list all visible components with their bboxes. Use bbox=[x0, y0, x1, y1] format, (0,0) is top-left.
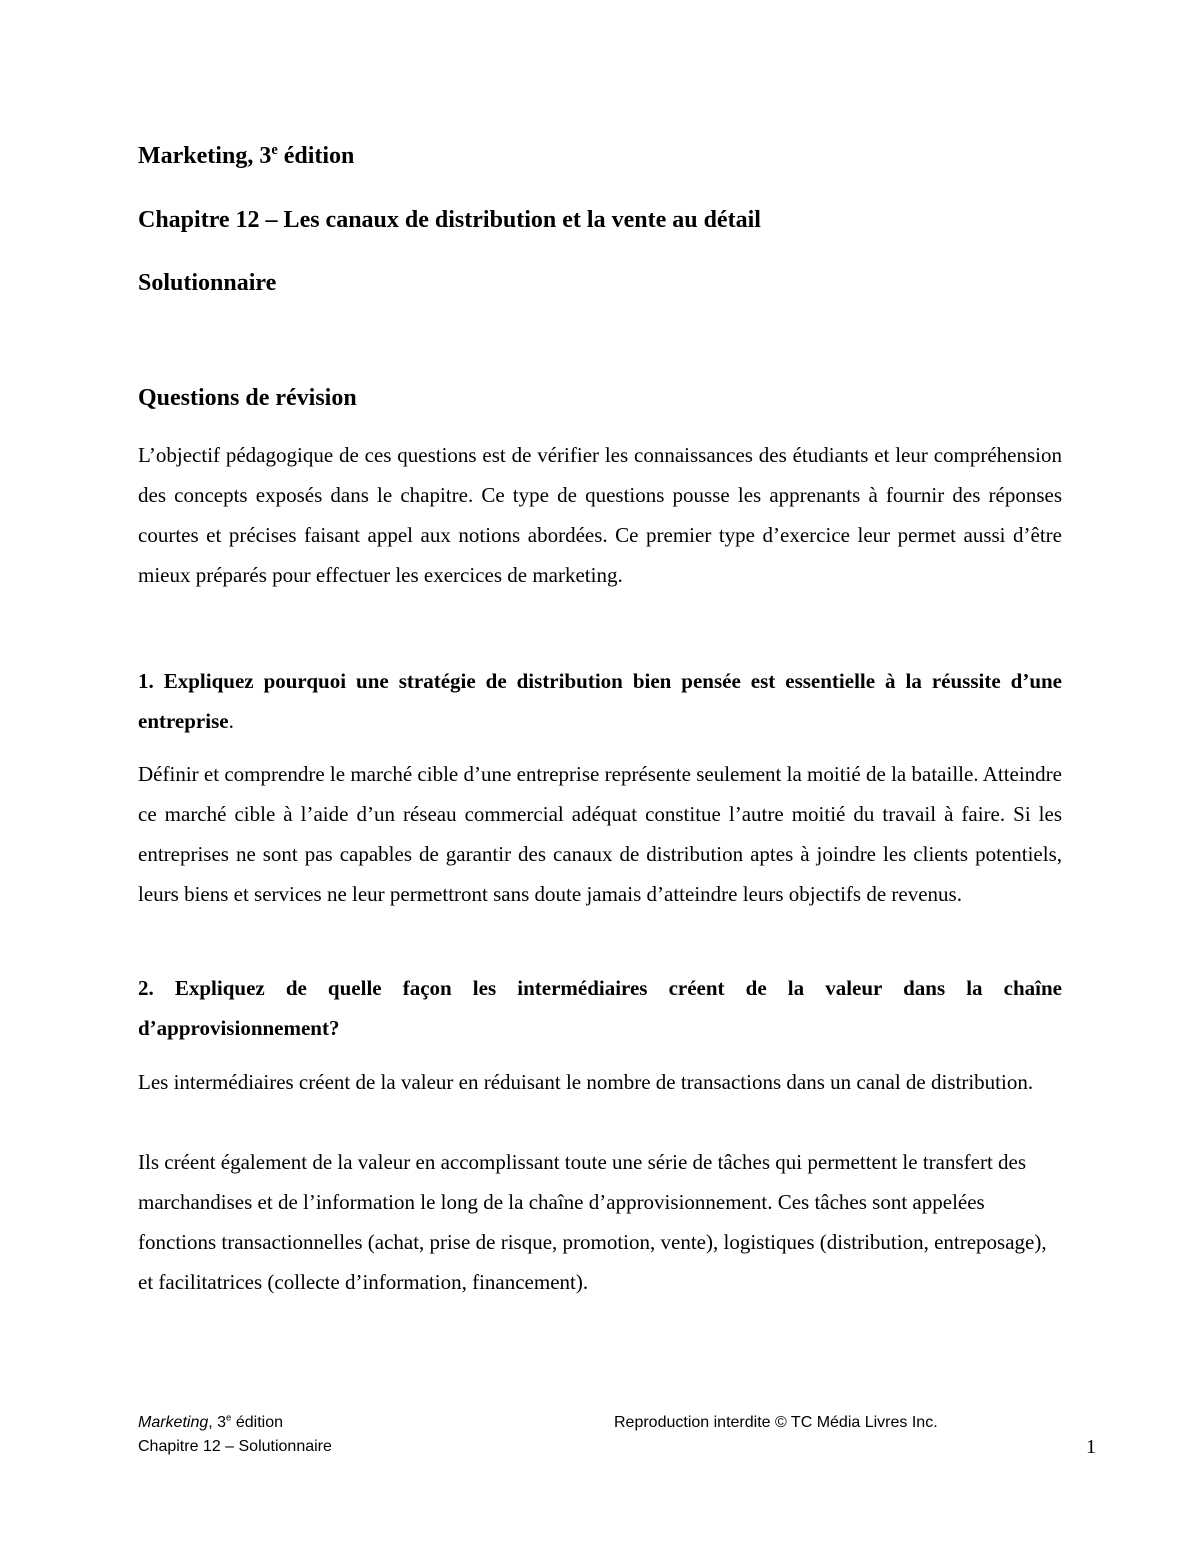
section-intro: L’objectif pédagogique de ces questions est de vérifier les connaissances des étudiants et leur compréhension des concepts exposés dans le chapitre. Ce type de questions pousse les apprenants à fournir des réponses courtes et précises faisant appel aux notions abordées. Ce premier type d’exercice leur permet aussi d’être mieux préparés pour effectuer les exercices de marketing. bbox=[138, 443, 1062, 587]
chapter-title: Chapitre 12 – Les canaux de distribution et la vente au détail bbox=[138, 207, 761, 233]
footer-left bbox=[138, 1411, 332, 1459]
document-type: Solutionnaire bbox=[138, 270, 277, 296]
footer-copyright: Reproduction interdite © TC Média Livres Inc. bbox=[614, 1414, 938, 1431]
question-1-text: 1. Expliquez pourquoi une stratégie de distribution bien pensée est essentielle à la réussite d’une entreprise bbox=[138, 669, 1062, 733]
footer-book-title-suffix: édition bbox=[231, 1414, 283, 1431]
footer-book-title-superscript: e bbox=[226, 1412, 232, 1424]
book-title bbox=[138, 141, 1062, 171]
answer-1: Définir et comprendre le marché cible d’une entreprise représente seulement la moitié de la bataille. Atteindre ce marché cible à l’aide d’un réseau commercial adéquat constitue l’autre moitié du travail à faire. Si les entreprises ne sont pas capables de garantir des canaux de distribution aptes à joindre les clients potentiels, leurs biens et services ne leur permettront sans doute jamais d’atteindre leurs objectifs de revenus. bbox=[138, 762, 1062, 906]
section-title: Questions de révision bbox=[138, 385, 357, 411]
book-title-superscript: e bbox=[271, 142, 278, 158]
question-1-end: . bbox=[228, 709, 234, 733]
question-1 bbox=[138, 661, 1062, 741]
answer-2-paragraph-2: Ils créent également de la valeur en accomplissant toute une série de tâches qui permettent le transfert des marchandises et de l’information le long de la chaîne d’approvisionnement. Ces tâches sont appelées fonctions transactionnelles (achat, prise de risque, promotion, vente), logistiques (distribution, entreposage), et facilitatrices (collecte d’information, financement). bbox=[138, 1150, 1047, 1294]
book-title-suffix: édition bbox=[277, 143, 355, 169]
question-2: 2. Expliquez de quelle façon les intermédiaires créent de la valeur dans la chaîne d’approvisionnement? bbox=[138, 976, 1062, 1040]
book-title-text: Marketing, 3 bbox=[138, 143, 272, 169]
footer-book-title bbox=[138, 1411, 332, 1435]
footer-chapter: Chapitre 12 – Solutionnaire bbox=[138, 1438, 332, 1455]
footer-book-title-rest: , 3 bbox=[208, 1414, 227, 1431]
answer-2-paragraph-1: Les intermédiaires créent de la valeur en réduisant le nombre de transactions dans un canal de distribution. bbox=[138, 1070, 1034, 1094]
page-number: 1 bbox=[1086, 1436, 1096, 1458]
footer-book-title-italic: Marketing bbox=[138, 1414, 209, 1431]
